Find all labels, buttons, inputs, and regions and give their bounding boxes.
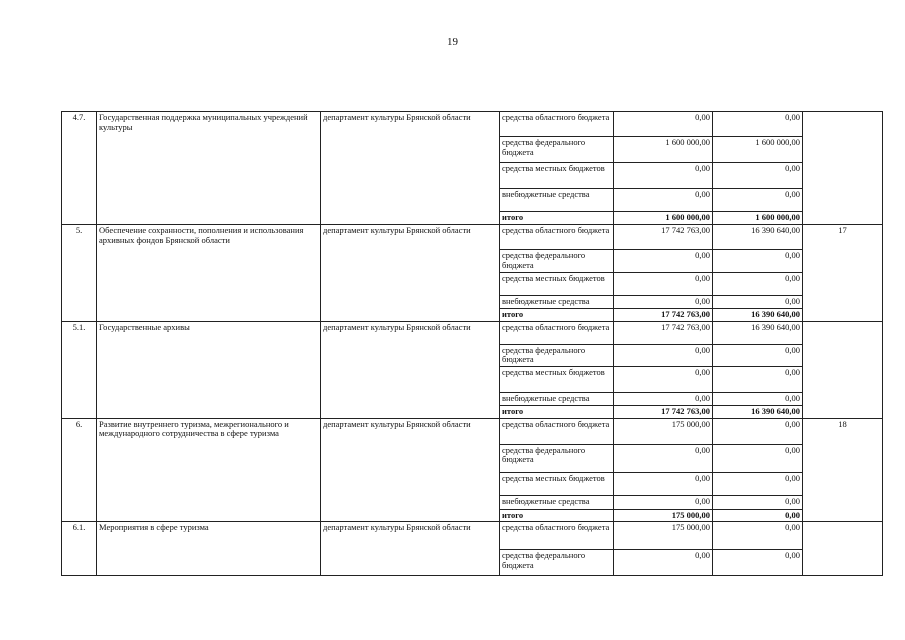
funding-source: средства федерального бюджета	[500, 137, 614, 163]
amount-year-1: 0,00	[614, 444, 713, 472]
funding-source: внебюджетные средства	[500, 495, 614, 509]
amount-year-2: 16 390 640,00	[713, 405, 803, 418]
table-row	[62, 112, 883, 137]
funding-source: средства областного бюджета	[500, 112, 614, 137]
amount-year-2: 0,00	[713, 550, 803, 576]
amount-year-2: 0,00	[713, 444, 803, 472]
amount-year-2: 0,00	[713, 495, 803, 509]
funding-source: итого	[500, 509, 614, 522]
table-row	[62, 224, 883, 249]
amount-year-2: 0,00	[713, 472, 803, 495]
table-row	[62, 418, 883, 444]
section-name: Государственная поддержка муниципальных учреждений культуры	[97, 112, 321, 225]
amount-year-1: 17 742 763,00	[614, 224, 713, 249]
executor: департамент культуры Брянской области	[321, 522, 500, 576]
amount-year-1: 0,00	[614, 112, 713, 137]
funding-source: итого	[500, 212, 614, 225]
amount-year-1: 0,00	[614, 295, 713, 308]
amount-year-1: 0,00	[614, 249, 713, 272]
amount-year-2: 0,00	[713, 522, 803, 550]
funding-source: средства федерального бюджета	[500, 444, 614, 472]
funding-source: внебюджетные средства	[500, 295, 614, 308]
indicator-number	[803, 112, 883, 225]
funding-source: средства федерального бюджета	[500, 550, 614, 576]
amount-year-1: 0,00	[614, 495, 713, 509]
amount-year-1: 1 600 000,00	[614, 137, 713, 163]
executor: департамент культуры Брянской области	[321, 224, 500, 321]
amount-year-1: 0,00	[614, 163, 713, 189]
funding-source: средства областного бюджета	[500, 321, 614, 344]
amount-year-2: 0,00	[713, 393, 803, 406]
executor: департамент культуры Брянской области	[321, 112, 500, 225]
indicator-number: 18	[803, 418, 883, 522]
amount-year-1: 1 600 000,00	[614, 212, 713, 225]
amount-year-2: 0,00	[713, 112, 803, 137]
funding-source: средства областного бюджета	[500, 522, 614, 550]
amount-year-2: 0,00	[713, 418, 803, 444]
funding-source: внебюджетные средства	[500, 189, 614, 212]
section-number: 4.7.	[62, 112, 97, 225]
amount-year-2: 0,00	[713, 367, 803, 393]
amount-year-1: 0,00	[614, 393, 713, 406]
funding-source: средства местных бюджетов	[500, 272, 614, 295]
amount-year-2: 0,00	[713, 344, 803, 367]
section-number: 5.	[62, 224, 97, 321]
table-row	[62, 321, 883, 344]
amount-year-2: 0,00	[713, 509, 803, 522]
amount-year-1: 175 000,00	[614, 522, 713, 550]
amount-year-2: 0,00	[713, 249, 803, 272]
funding-source: средства местных бюджетов	[500, 472, 614, 495]
amount-year-1: 175 000,00	[614, 418, 713, 444]
section-name: Развитие внутреннего туризма, межрегионального и международного сотрудничества в сфере туризма	[97, 418, 321, 522]
amount-year-2: 1 600 000,00	[713, 137, 803, 163]
funding-source: средства местных бюджетов	[500, 367, 614, 393]
amount-year-2: 16 390 640,00	[713, 308, 803, 321]
funding-source: итого	[500, 405, 614, 418]
funding-source: средства областного бюджета	[500, 418, 614, 444]
amount-year-1: 0,00	[614, 344, 713, 367]
amount-year-1: 17 742 763,00	[614, 405, 713, 418]
amount-year-2: 0,00	[713, 272, 803, 295]
section-name: Обеспечение сохранности, пополнения и использования архивных фондов Брянской области	[97, 224, 321, 321]
amount-year-2: 16 390 640,00	[713, 321, 803, 344]
amount-year-1: 0,00	[614, 272, 713, 295]
funding-source: средства федерального бюджета	[500, 249, 614, 272]
indicator-number: 17	[803, 224, 883, 321]
section-name: Мероприятия в сфере туризма	[97, 522, 321, 576]
amount-year-1: 0,00	[614, 472, 713, 495]
section-name: Государственные архивы	[97, 321, 321, 418]
amount-year-1: 175 000,00	[614, 509, 713, 522]
table-row	[62, 522, 883, 550]
executor: департамент культуры Брянской области	[321, 418, 500, 522]
section-number: 6.1.	[62, 522, 97, 576]
page-number: 19	[447, 36, 458, 48]
amount-year-2: 0,00	[713, 189, 803, 212]
indicator-number	[803, 522, 883, 576]
amount-year-1: 17 742 763,00	[614, 308, 713, 321]
amount-year-1: 0,00	[614, 550, 713, 576]
executor: департамент культуры Брянской области	[321, 321, 500, 418]
funding-source: средства федерального бюджета	[500, 344, 614, 367]
section-number: 6.	[62, 418, 97, 522]
indicator-number	[803, 321, 883, 418]
funding-source: внебюджетные средства	[500, 393, 614, 406]
budget-table	[61, 111, 883, 576]
amount-year-1: 17 742 763,00	[614, 321, 713, 344]
amount-year-2: 0,00	[713, 295, 803, 308]
amount-year-2: 16 390 640,00	[713, 224, 803, 249]
funding-source: средства областного бюджета	[500, 224, 614, 249]
amount-year-2: 1 600 000,00	[713, 212, 803, 225]
amount-year-2: 0,00	[713, 163, 803, 189]
funding-source: итого	[500, 308, 614, 321]
amount-year-1: 0,00	[614, 189, 713, 212]
amount-year-1: 0,00	[614, 367, 713, 393]
funding-source: средства местных бюджетов	[500, 163, 614, 189]
section-number: 5.1.	[62, 321, 97, 418]
table-body	[62, 112, 883, 576]
